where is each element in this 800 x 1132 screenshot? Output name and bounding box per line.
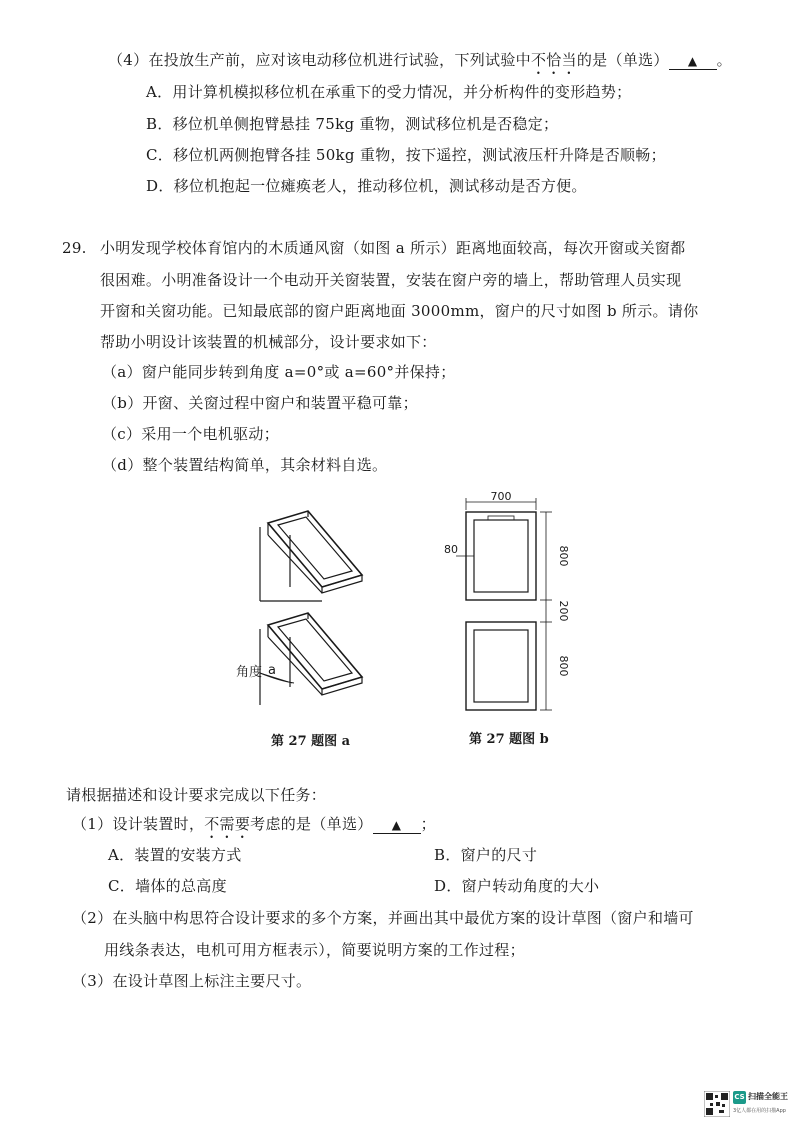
qr-code-icon	[704, 1091, 730, 1117]
dim-height-bottom: 800	[557, 655, 570, 677]
task-2-line-1: （2）在头脑中构思符合设计要求的多个方案，并画出其中最优方案的设计草图（窗户和墙可	[72, 909, 694, 927]
dim-width: 700	[490, 490, 512, 503]
dim-height-top: 800	[557, 545, 570, 567]
task-1-stem	[72, 814, 436, 842]
q28-4-option-a: A．用计算机模拟移位机在承重下的受力情况，并分析构件的变形趋势；	[146, 83, 632, 101]
q28-4-option-b: B．移位机单侧抱臂悬挂 75kg 重物，测试移位机是否稳定；	[146, 115, 559, 133]
q29-number: 29.	[62, 239, 87, 257]
task-1-end: ；	[420, 815, 436, 833]
angle-symbol: a	[268, 663, 276, 678]
lower-window	[260, 613, 362, 705]
task-3: （3）在设计草图上标注主要尺寸。	[72, 972, 312, 990]
task-1-option-b: B．窗户的尺寸	[434, 846, 538, 864]
task-1-option-a: A．装置的安装方式	[108, 846, 242, 864]
q29-requirement-b: （b）开窗、关窗过程中窗户和装置平稳可靠；	[102, 394, 418, 412]
q29-requirement-c: （c）采用一个电机驱动；	[102, 425, 280, 443]
upper-window	[260, 511, 362, 601]
q28-4-stem-text-b: 的是（单选）	[576, 51, 669, 69]
q29-intro-line-1: 小明发现学校体育馆内的木质通风窗（如图 a 所示）距离地面较高，每次开窗或关窗都	[100, 239, 686, 257]
watermark-subtitle: 3亿人都在用的扫描App	[733, 1108, 786, 1114]
q28-4-stem	[108, 50, 732, 78]
q28-4-emphasis: 不恰当	[530, 51, 577, 69]
angle-label: 角度	[236, 665, 263, 680]
figure-a-window-diagram	[250, 505, 370, 715]
camscanner-logo-icon: CS	[733, 1091, 746, 1104]
answer-blank: ▲	[373, 817, 421, 834]
task-1-text: （1）设计装置时，	[72, 815, 205, 833]
q29-intro-line-3: 开窗和关窗功能。已知最底部的窗户距离地面 3000mm，窗户的尺寸如图 b 所示。请你	[100, 302, 699, 320]
figure-a-caption: 第 27 题图 a	[271, 734, 351, 749]
figure-b-caption: 第 27 题图 b	[469, 732, 549, 747]
figure-b-dimension-drawing	[440, 490, 570, 715]
task-1-emphasis: 不需要	[204, 815, 251, 833]
dim-gap: 200	[557, 600, 570, 622]
dim-frame: 80	[444, 543, 458, 556]
task-2-line-2: 用线条表达，电机可用方框表示），简要说明方案的工作过程；	[104, 941, 525, 959]
q29-intro-line-2: 很困难。小明准备设计一个电动开关窗装置，安装在窗户旁的墙上，帮助管理人员实现	[100, 271, 682, 289]
q28-4-option-d: D．移位机抱起一位瘫痪老人，推动移位机，测试移动是否方便。	[146, 177, 587, 195]
task-intro: 请根据描述和设计要求完成以下任务：	[66, 786, 327, 804]
q29-requirement-a: （a）窗户能同步转到角度 a=0°或 a=60°并保持；	[102, 363, 456, 381]
task-1-option-c: C．墙体的总高度	[108, 877, 227, 895]
answer-blank: ▲	[669, 53, 717, 70]
task-1-option-d: D．窗户转动角度的大小	[434, 877, 600, 895]
task-1-text-b: 考虑的是（单选）	[250, 815, 373, 833]
q29-requirement-d: （d）整个装置结构简单，其余材料自选。	[102, 456, 388, 474]
q28-4-stem-text: （4）在投放生产前，应对该电动移位机进行试验，下列试验中	[108, 51, 531, 69]
q28-4-option-c: C．移位机两侧抱臂各挂 50kg 重物，按下遥控，测试液压杆升降是否顺畅；	[146, 146, 666, 164]
q29-intro-line-4: 帮助小明设计该装置的机械部分，设计要求如下：	[100, 333, 437, 351]
camscanner-watermark	[704, 1088, 790, 1120]
q28-4-stem-end: 。	[716, 51, 732, 69]
watermark-brand: 扫描全能王	[748, 1092, 788, 1101]
